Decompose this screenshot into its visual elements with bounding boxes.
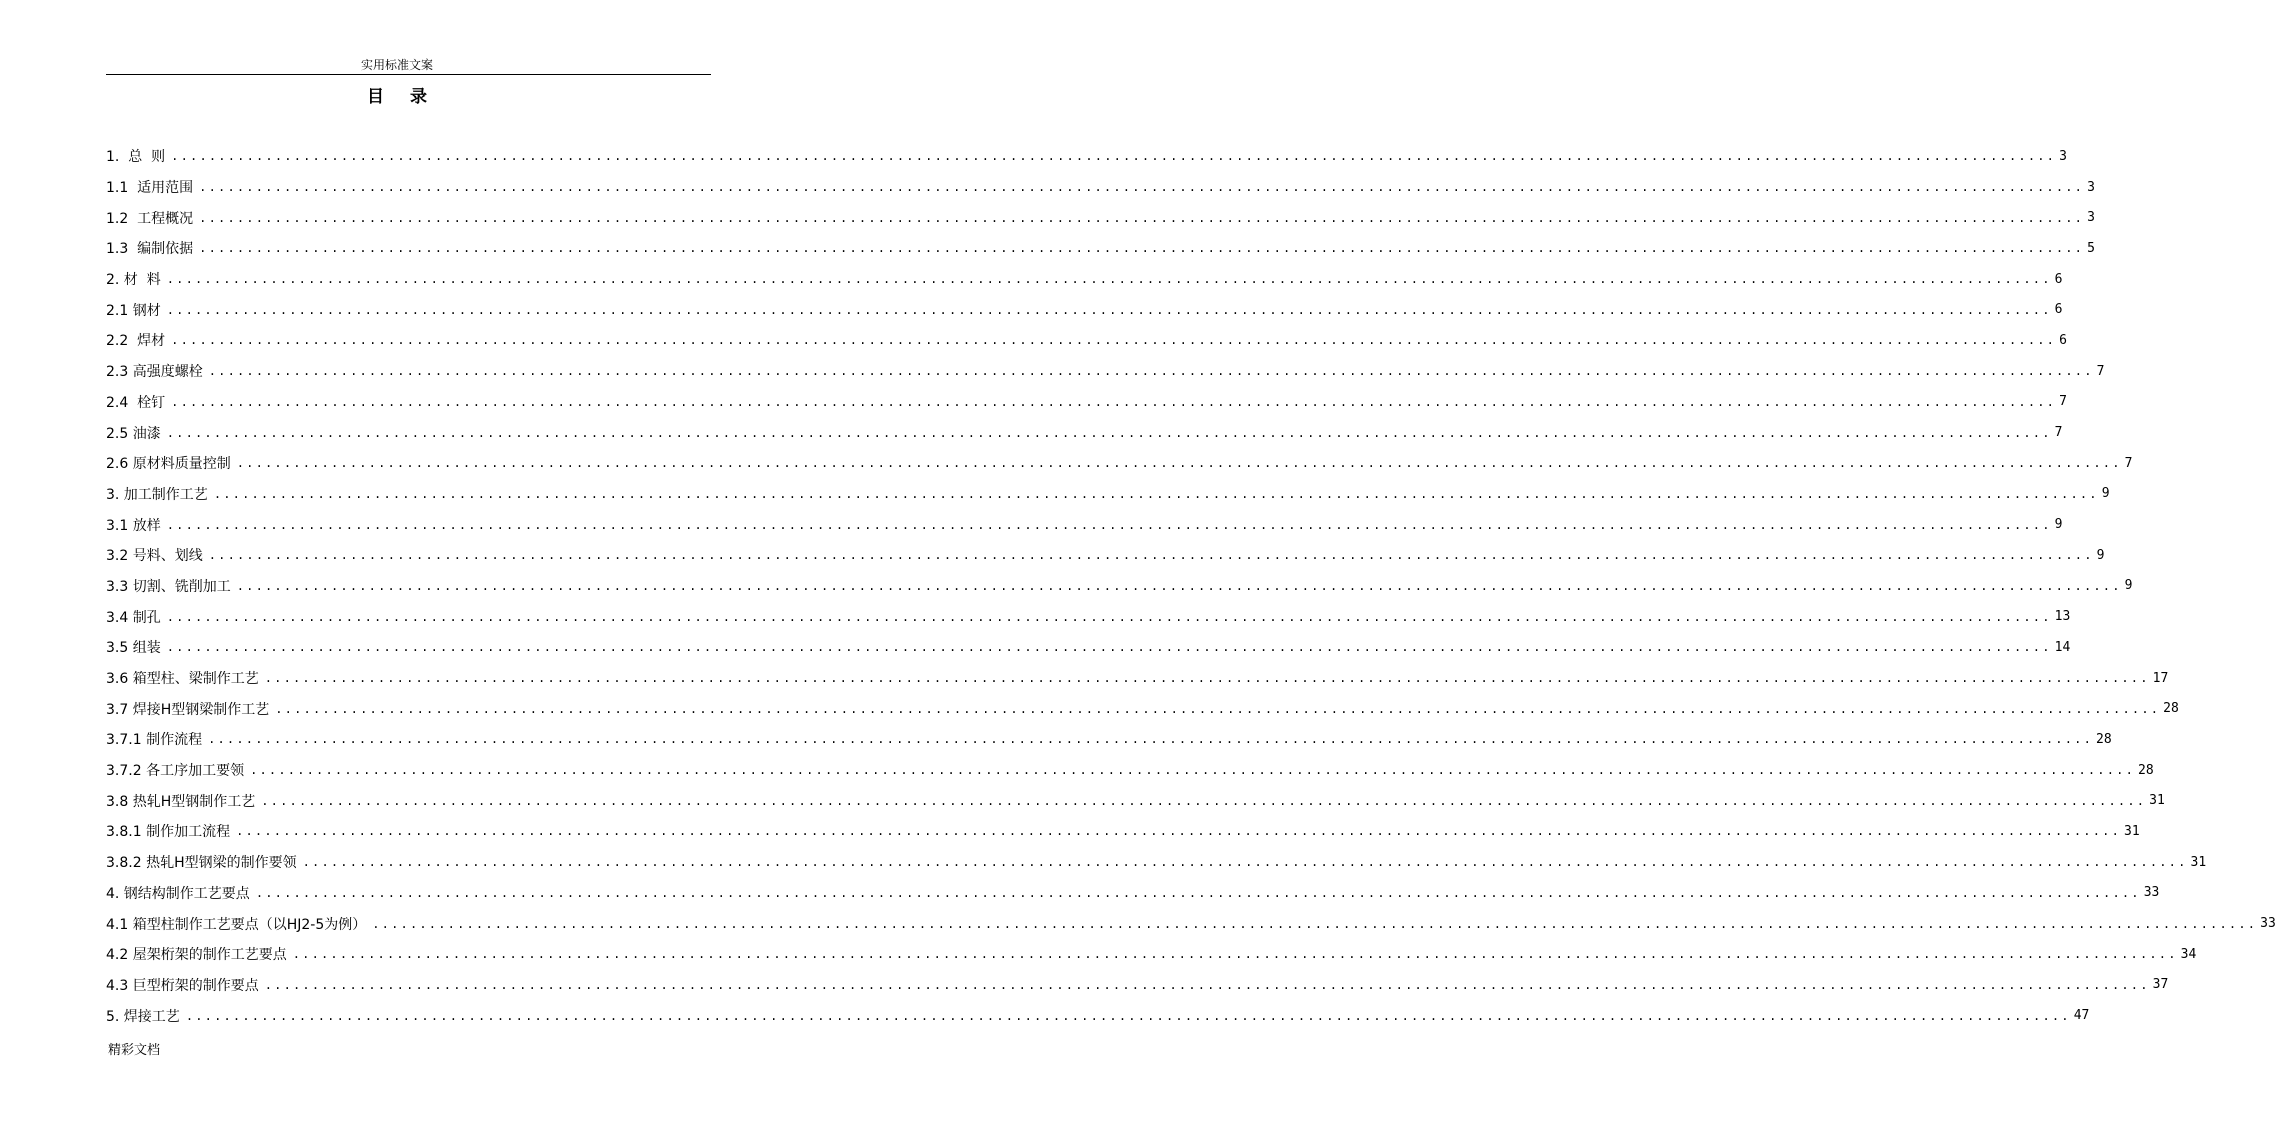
toc-entry-page: 37 <box>2152 977 2169 993</box>
toc-entry-page: 3 <box>2087 179 2095 195</box>
toc-entry-page: 9 <box>2096 547 2105 563</box>
toc-entry-label: 3.3 切割、铣削加工 <box>106 578 231 595</box>
toc-entry-label: 3.2 号料、划线 <box>106 548 203 565</box>
toc-entry-label: 3.5 组装 <box>106 640 161 657</box>
toc-dot-leader: ........................................................................................................................................................................................................ <box>166 302 2052 317</box>
toc-dot-leader: ........................................................................................................................................................................................................ <box>372 916 2258 931</box>
toc-entry[interactable] <box>106 571 2133 602</box>
toc-entry-page: 6 <box>2054 271 2063 287</box>
toc-entry-page: 7 <box>2059 394 2067 410</box>
toc-dot-leader: ........................................................................................................................................................................................................ <box>250 763 2135 778</box>
toc-entry[interactable] <box>106 847 2207 878</box>
toc-entry-page: 33 <box>2143 885 2160 901</box>
toc-dot-leader: ........................................................................................................................................................................................................ <box>199 210 2085 225</box>
toc-dot-leader: ........................................................................................................................................................................................................ <box>236 824 2121 839</box>
toc-entry-label: 1.3 编制依据 <box>106 241 194 258</box>
toc-entry[interactable] <box>106 540 2105 571</box>
toc-entry[interactable] <box>106 970 2169 1001</box>
toc-entry-page: 33 <box>2260 916 2276 932</box>
toc-dot-leader: ........................................................................................................................................................................................................ <box>166 272 2052 287</box>
toc-entry-page: 3 <box>2059 148 2067 164</box>
toc-title-char-2: 录 <box>410 87 427 107</box>
toc-entry-label: 1. 总 则 <box>106 149 166 166</box>
toc-dot-leader: ........................................................................................................................................................................................................ <box>166 640 2052 655</box>
toc-dot-leader: ........................................................................................................................................................................................................ <box>166 609 2052 624</box>
toc-entry[interactable] <box>106 1000 2090 1031</box>
toc-entry-label: 3.8.2 热轧H型钢梁的制作要领 <box>106 855 297 872</box>
toc-entry[interactable] <box>106 233 2095 264</box>
toc-entry-label: 4.2 屋架桁架的制作工艺要点 <box>106 947 287 964</box>
toc-entry[interactable] <box>106 387 2067 418</box>
toc-entry-label: 3.1 放样 <box>106 517 161 534</box>
toc-entry-label: 2.1 钢材 <box>106 302 161 319</box>
toc-entry-page: 7 <box>2096 363 2105 379</box>
toc-dot-leader: ........................................................................................................................................................................................................ <box>261 793 2147 808</box>
toc-entry[interactable] <box>106 172 2095 203</box>
toc-dot-leader: ........................................................................................................................................................................................................ <box>264 977 2150 992</box>
toc-entry-page: 9 <box>2124 578 2133 594</box>
toc-entry-label: 2.4 栓钉 <box>106 394 166 411</box>
toc-entry-page: 6 <box>2059 332 2067 348</box>
toc-entry-page: 7 <box>2124 455 2133 471</box>
toc-entry-label: 2.2 焊材 <box>106 333 166 350</box>
toc-entry-page: 31 <box>2124 823 2140 839</box>
toc-entry-label: 1.1 适用范围 <box>106 180 194 197</box>
toc-entry-label: 4.1 箱型柱制作工艺要点（以HJ2-5为例） <box>106 916 367 933</box>
toc-entry-label: 4.3 巨型桁架的制作要点 <box>106 977 259 994</box>
toc-dot-leader: ........................................................................................................................................................................................................ <box>185 1008 2071 1023</box>
toc-entry-page: 47 <box>2073 1008 2090 1024</box>
toc-entry-label: 3.4 制孔 <box>106 609 161 626</box>
toc-entry-label: 2.5 油漆 <box>106 425 161 442</box>
toc-entry-page: 17 <box>2152 670 2169 686</box>
toc-dot-leader: ........................................................................................................................................................................................................ <box>171 149 2057 164</box>
toc-entry[interactable] <box>106 509 2063 540</box>
toc-entry[interactable] <box>106 202 2095 233</box>
toc-dot-leader: ........................................................................................................................................................................................................ <box>199 241 2085 256</box>
toc-entry-label: 1.2 工程概况 <box>106 210 194 227</box>
toc-entry[interactable] <box>106 632 2071 663</box>
toc-dot-leader: ........................................................................................................................................................................................................ <box>264 671 2150 686</box>
toc-entry-label: 2.6 原材料质量控制 <box>106 456 231 473</box>
page-header: 实用标准文案 <box>360 58 433 72</box>
toc-entry[interactable] <box>106 448 2133 479</box>
toc-entry[interactable] <box>106 939 2197 970</box>
toc-entry-label: 3.7.1 制作流程 <box>106 732 203 749</box>
toc-entry[interactable] <box>106 601 2071 632</box>
toc-entry[interactable] <box>106 663 2169 694</box>
toc-dot-leader: ........................................................................................................................................................................................................ <box>208 364 2094 379</box>
toc-entry-label: 3.6 箱型柱、梁制作工艺 <box>106 671 259 688</box>
toc-entry-page: 28 <box>2138 762 2154 778</box>
toc-list <box>106 141 2276 1031</box>
toc-dot-leader: ........................................................................................................................................................................................................ <box>213 486 2099 501</box>
toc-entry[interactable] <box>106 479 2110 510</box>
toc-entry-label: 3. 加工制作工艺 <box>106 486 208 503</box>
toc-entry[interactable] <box>106 724 2112 755</box>
toc-entry[interactable] <box>106 878 2160 909</box>
toc-entry[interactable] <box>106 141 2067 172</box>
toc-entry[interactable] <box>106 356 2105 387</box>
toc-dot-leader: ........................................................................................................................................................................................................ <box>171 394 2057 409</box>
toc-entry[interactable] <box>106 755 2154 786</box>
page-footer: 精彩文档 <box>108 1043 161 1058</box>
toc-title <box>0 86 794 108</box>
toc-dot-leader: ........................................................................................................................................................................................................ <box>208 548 2094 563</box>
toc-dot-leader: ........................................................................................................................................................................................................ <box>236 456 2122 471</box>
toc-dot-leader: ........................................................................................................................................................................................................ <box>275 701 2161 716</box>
toc-entry-label: 2.3 高强度螺栓 <box>106 364 203 381</box>
toc-entry[interactable] <box>106 264 2063 295</box>
toc-entry-page: 7 <box>2054 425 2063 441</box>
toc-entry-page: 31 <box>2149 793 2165 809</box>
toc-entry-label: 2. 材 料 <box>106 272 161 289</box>
toc-dot-leader: ........................................................................................................................................................................................................ <box>166 425 2052 440</box>
toc-entry-label: 3.8 热轧H型钢制作工艺 <box>106 793 256 810</box>
toc-dot-leader: ........................................................................................................................................................................................................ <box>166 517 2052 532</box>
toc-dot-leader: ........................................................................................................................................................................................................ <box>302 855 2188 870</box>
toc-entry-page: 9 <box>2054 517 2063 533</box>
toc-entry-page: 9 <box>2101 486 2110 502</box>
toc-dot-leader: ........................................................................................................................................................................................................ <box>199 180 2085 195</box>
toc-entry-label: 4. 钢结构制作工艺要点 <box>106 885 250 902</box>
toc-entry-label: 3.8.1 制作加工流程 <box>106 824 231 841</box>
toc-entry-page: 3 <box>2087 210 2095 226</box>
toc-dot-leader: ........................................................................................................................................................................................................ <box>255 885 2141 900</box>
toc-dot-leader: ........................................................................................................................................................................................................ <box>292 947 2178 962</box>
header-divider <box>106 74 711 75</box>
toc-dot-leader: ........................................................................................................................................................................................................ <box>236 578 2122 593</box>
toc-entry[interactable] <box>106 294 2063 325</box>
toc-dot-leader: ........................................................................................................................................................................................................ <box>171 333 2057 348</box>
toc-entry[interactable] <box>106 417 2063 448</box>
toc-entry[interactable] <box>106 785 2165 816</box>
toc-entry-page: 28 <box>2163 701 2179 717</box>
toc-entry-page: 34 <box>2180 946 2197 962</box>
toc-entry[interactable] <box>106 908 2276 939</box>
toc-entry[interactable] <box>106 693 2179 724</box>
toc-entry[interactable] <box>106 325 2067 356</box>
toc-entry-label: 3.7 焊接H型钢梁制作工艺 <box>106 701 270 718</box>
toc-entry-page: 28 <box>2096 731 2112 747</box>
toc-entry-page: 6 <box>2054 302 2063 318</box>
toc-title-char-1: 目 <box>367 87 384 107</box>
toc-entry-page: 31 <box>2190 854 2207 870</box>
toc-entry-page: 5 <box>2087 240 2095 256</box>
toc-entry-page: 14 <box>2054 639 2071 655</box>
toc-entry-label: 5. 焊接工艺 <box>106 1008 180 1025</box>
toc-entry-label: 3.7.2 各工序加工要领 <box>106 763 245 780</box>
toc-entry[interactable] <box>106 816 2140 847</box>
toc-dot-leader: ........................................................................................................................................................................................................ <box>208 732 2093 747</box>
toc-entry-page: 13 <box>2054 609 2071 625</box>
